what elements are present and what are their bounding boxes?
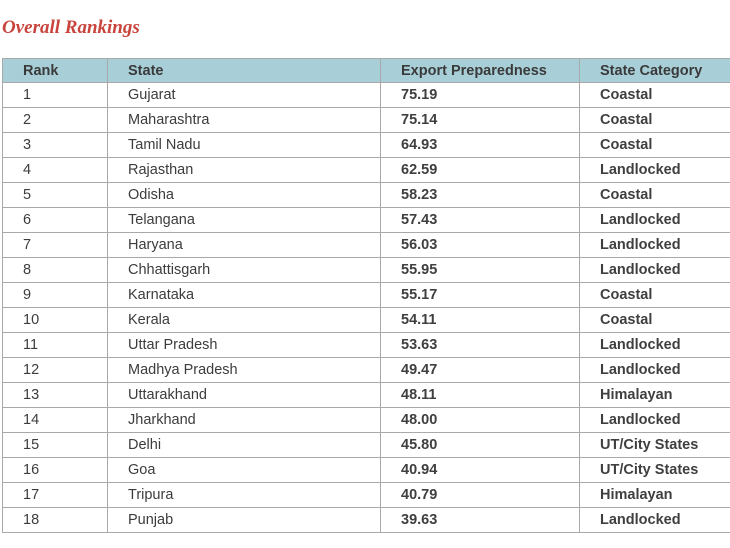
score-cell: 48.00: [381, 408, 580, 433]
table-row: [3, 133, 730, 158]
header-state: State: [108, 59, 381, 83]
page-title: Overall Rankings: [2, 17, 140, 38]
score-cell: 75.14: [381, 108, 580, 133]
table-row: [3, 508, 730, 533]
rankings-table: [2, 58, 730, 533]
state-cell: Odisha: [108, 183, 381, 208]
score-cell: 55.17: [381, 283, 580, 308]
category-cell: Landlocked: [580, 258, 730, 283]
state-cell: Uttarakhand: [108, 383, 381, 408]
state-cell: Madhya Pradesh: [108, 358, 381, 383]
rank-cell: 13: [3, 383, 108, 408]
state-cell: Goa: [108, 458, 381, 483]
table-row: [3, 308, 730, 333]
state-cell: Delhi: [108, 433, 381, 458]
table-row: [3, 433, 730, 458]
table-row: [3, 258, 730, 283]
score-cell: 58.23: [381, 183, 580, 208]
state-cell: Kerala: [108, 308, 381, 333]
rank-cell: 2: [3, 108, 108, 133]
rank-cell: 3: [3, 133, 108, 158]
score-cell: 45.80: [381, 433, 580, 458]
state-cell: Rajasthan: [108, 158, 381, 183]
rank-cell: 12: [3, 358, 108, 383]
category-cell: Coastal: [580, 133, 730, 158]
category-cell: Landlocked: [580, 208, 730, 233]
category-cell: Himalayan: [580, 383, 730, 408]
score-cell: 57.43: [381, 208, 580, 233]
rank-cell: 5: [3, 183, 108, 208]
rank-cell: 15: [3, 433, 108, 458]
category-cell: Landlocked: [580, 408, 730, 433]
rank-cell: 10: [3, 308, 108, 333]
rank-cell: 9: [3, 283, 108, 308]
score-cell: 40.79: [381, 483, 580, 508]
score-cell: 62.59: [381, 158, 580, 183]
table-row: [3, 233, 730, 258]
state-cell: Gujarat: [108, 83, 381, 108]
score-cell: 56.03: [381, 233, 580, 258]
score-cell: 55.95: [381, 258, 580, 283]
score-cell: 75.19: [381, 83, 580, 108]
category-cell: UT/City States: [580, 433, 730, 458]
category-cell: Landlocked: [580, 233, 730, 258]
table-row: [3, 83, 730, 108]
score-cell: 64.93: [381, 133, 580, 158]
category-cell: Landlocked: [580, 158, 730, 183]
rankings-table-container: [2, 58, 730, 548]
table-row: [3, 383, 730, 408]
state-cell: Tripura: [108, 483, 381, 508]
state-cell: Haryana: [108, 233, 381, 258]
table-row: [3, 458, 730, 483]
rank-cell: 14: [3, 408, 108, 433]
table-body: [3, 83, 730, 533]
header-export-preparedness: Export Preparedness: [381, 59, 580, 83]
rank-cell: 18: [3, 508, 108, 533]
state-cell: Tamil Nadu: [108, 133, 381, 158]
header-state-category: State Category: [580, 59, 730, 83]
table-row: [3, 483, 730, 508]
rank-cell: 1: [3, 83, 108, 108]
state-cell: Uttar Pradesh: [108, 333, 381, 358]
rank-cell: 6: [3, 208, 108, 233]
category-cell: Coastal: [580, 83, 730, 108]
table-row: [3, 408, 730, 433]
table-row: [3, 208, 730, 233]
state-cell: Chhattisgarh: [108, 258, 381, 283]
category-cell: Landlocked: [580, 333, 730, 358]
table-row: [3, 158, 730, 183]
state-cell: Maharashtra: [108, 108, 381, 133]
table-row: [3, 183, 730, 208]
state-cell: Karnataka: [108, 283, 381, 308]
score-cell: 48.11: [381, 383, 580, 408]
category-cell: Himalayan: [580, 483, 730, 508]
category-cell: UT/City States: [580, 458, 730, 483]
rank-cell: 7: [3, 233, 108, 258]
score-cell: 40.94: [381, 458, 580, 483]
table-row: [3, 358, 730, 383]
score-cell: 53.63: [381, 333, 580, 358]
state-cell: Telangana: [108, 208, 381, 233]
state-cell: Jharkhand: [108, 408, 381, 433]
score-cell: 54.11: [381, 308, 580, 333]
category-cell: Landlocked: [580, 358, 730, 383]
rank-cell: 8: [3, 258, 108, 283]
category-cell: Coastal: [580, 308, 730, 333]
category-cell: Coastal: [580, 283, 730, 308]
score-cell: 39.63: [381, 508, 580, 533]
rank-cell: 16: [3, 458, 108, 483]
table-row: [3, 108, 730, 133]
table-row: [3, 333, 730, 358]
rank-cell: 4: [3, 158, 108, 183]
score-cell: 49.47: [381, 358, 580, 383]
rank-cell: 17: [3, 483, 108, 508]
category-cell: Landlocked: [580, 508, 730, 533]
state-cell: Punjab: [108, 508, 381, 533]
table-row: [3, 283, 730, 308]
rank-cell: 11: [3, 333, 108, 358]
category-cell: Coastal: [580, 108, 730, 133]
category-cell: Coastal: [580, 183, 730, 208]
header-rank: Rank: [3, 59, 108, 83]
table-header-row: [3, 59, 730, 83]
